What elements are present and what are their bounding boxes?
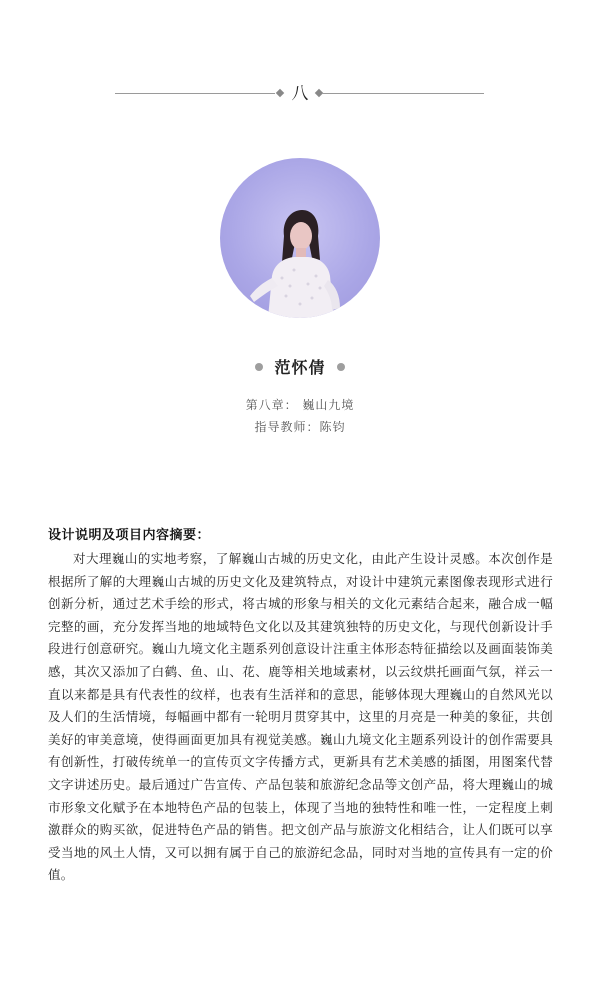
author-name: 范怀倩 <box>274 358 326 377</box>
chapter-numeral: 八 <box>291 84 309 104</box>
author-portrait <box>220 158 380 318</box>
abstract-heading: 设计说明及项目内容摘要： <box>48 528 211 543</box>
divider-line-right <box>322 93 484 94</box>
author-name-row <box>0 355 600 377</box>
divider-line-left <box>115 93 275 94</box>
advisor-line: 指导教师：陈钧 <box>254 420 346 434</box>
dot-ornament-right <box>337 363 345 371</box>
chapter-divider <box>0 84 600 104</box>
abstract-body: 对大理巍山的实地考察，了解巍山古城的历史文化，由此产生设计灵感。本次创作是根据所了解的大理巍山古城的历史文化及建筑特点，对设计中建筑元素图像表现形式进行创新分析，通过艺术手绘的形式，将古城的形象与相关的文化元素结合起来，融合成一幅完整的画，充分发挥当地的地域特色文化以及其建筑独特的历史文化，与现代创新设计手段进行创意研究。巍山九境文化主题系列创意设计注重主体形态特征描绘以及画面装饰美感，其次又添加了白鹤、鱼、山、花、鹿等相关地域素材，以云纹烘托画面气氛，祥云一直以来都是具有代表性的纹样，也表有生活祥和的意思，能够体现大理巍山的自然风光以及人们的生活情境，每幅画中都有一轮明月贯穿其中，这里的月亮是一种美的象征，共创美好的审美意境，使得画面更加具有视觉美感。巍山九境文化主题系列设计的创作需要具有创新性，打破传统单一的宣传页文字传播方式，更新具有艺术美感的插图，用图案代替文字讲述历史。最后通过广告宣传、产品包装和旅游纪念品等文创产品，将大理巍山的城市形象文化赋予在本地特色产品的包装上，体现了当地的独特性和唯一性，一定程度上刺激群众的购买欲，促进特色产品的销售。把文创产品与旅游文化相结合，让人们既可以享受当地的风土人情，又可以拥有属于自己的旅游纪念品，同时对当地的宣传具有一定的价值。 <box>48 551 553 883</box>
dot-ornament-left <box>255 363 263 371</box>
diamond-ornament-left <box>276 89 284 97</box>
chapter-title: 第八章： 巍山九境 <box>245 398 355 412</box>
